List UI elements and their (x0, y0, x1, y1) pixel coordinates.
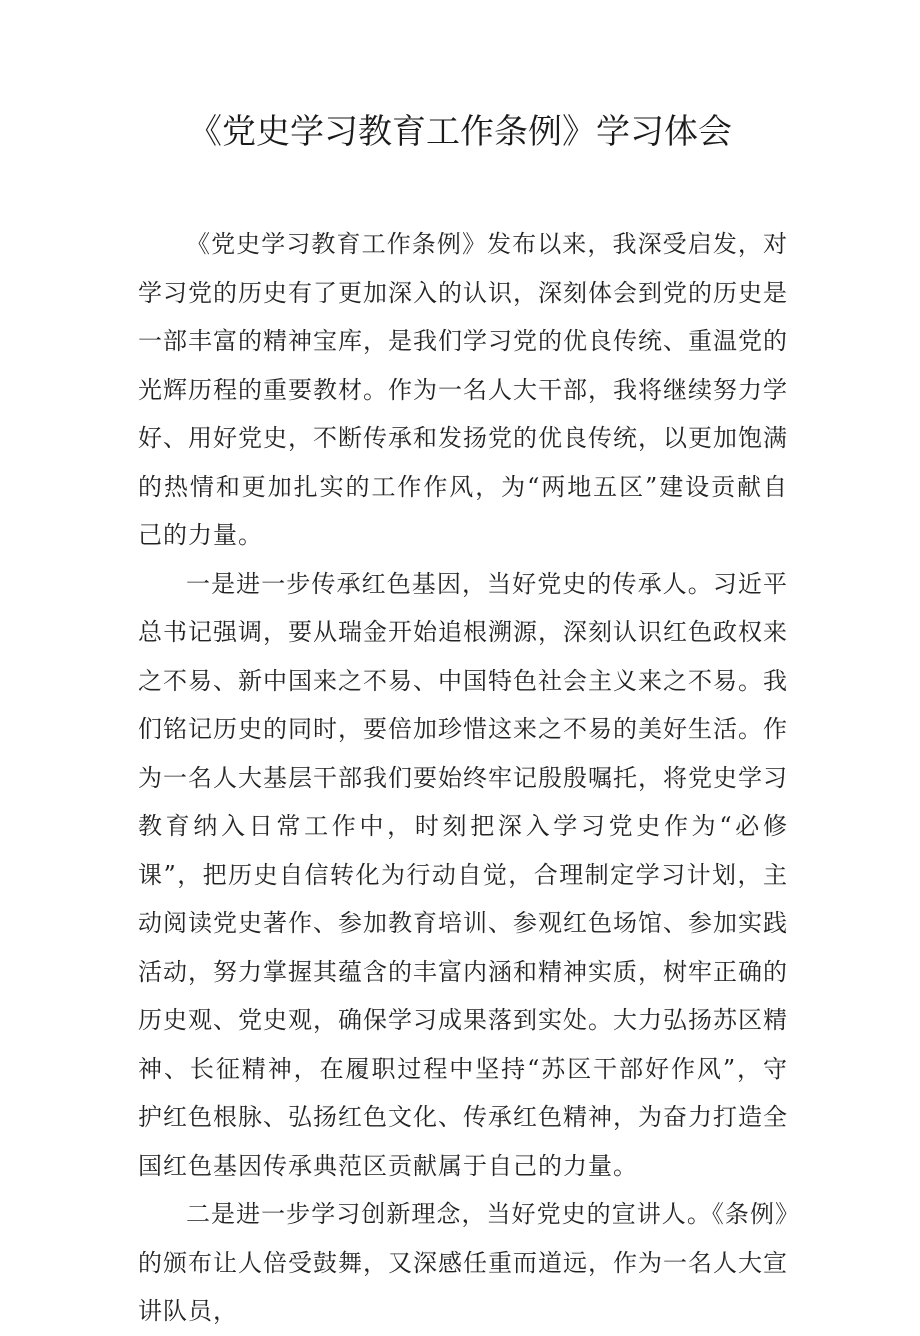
document-body (138, 220, 788, 1336)
paragraph-point-one: 一是进一步传承红色基因，当好党史的传承人。习近平总书记强调，要从瑞金开始追根溯源，深刻认识红色政权来之不易、新中国来之不易、中国特色社会主义来之不易。我们铭记历史的同时，要倍加珍惜这来之不易的美好生活。作为一名人大基层干部我们要始终牢记殷殷嘱托，将党史学习教育纳入日常工作中，时刻把深入学习党史作为“必修课”，把历史自信转化为行动自觉，合理制定学习计划，主动阅读党史著作、参加教育培训、参观红色场馆、参加实践活动，努力掌握其蕴含的丰富内涵和精神实质，树牢正确的历史观、党史观，确保学习成果落到实处。大力弘扬苏区精神、长征精神，在履职过程中坚持“苏区干部好作风”，守护红色根脉、弘扬红色文化、传承红色精神，为奋力打造全国红色基因传承典范区贡献属于自己的力量。 (138, 569, 788, 1180)
paragraph-point-two: 二是进一步学习创新理念，当好党史的宣讲人。《条例》的颁布让人倍受鼓舞，又深感任重而道远，作为一名人大宣讲队员， (138, 1200, 788, 1325)
document-title: 《党史学习教育工作条例》学习体会 (188, 112, 732, 152)
paragraph-intro: 《党史学习教育工作条例》发布以来，我深受启发，对学习党的历史有了更加深入的认识，深刻体会到党的历史是一部丰富的精神宝库，是我们学习党的优良传统、重温党的光辉历程的重要教材。作为一名人大干部，我将继续努力学好、用好党史，不断传承和发扬党的优良传统，以更加饱满的热情和更加扎实的工作作风，为“两地五区”建设贡献自己的力量。 (138, 230, 788, 549)
